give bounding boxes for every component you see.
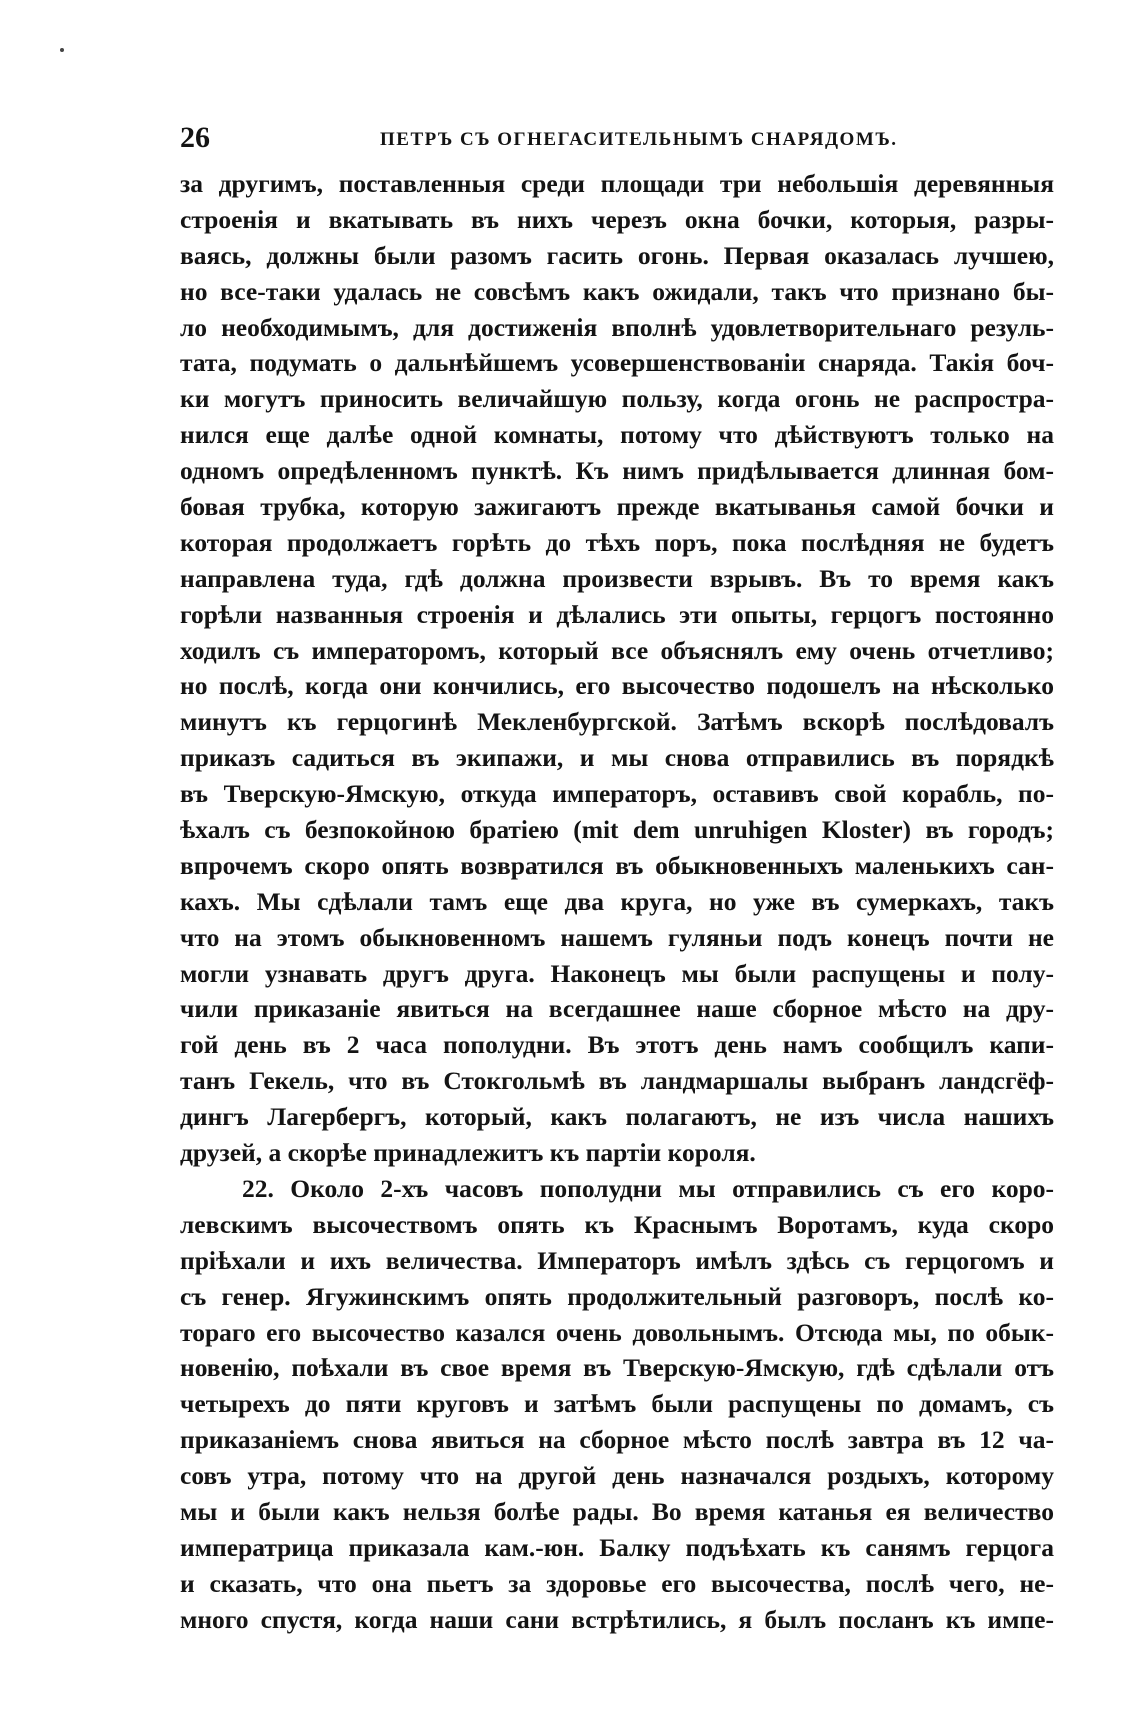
text-line: тата, подумать о дальнѣйшемъ усовершенствованіи снаряда. Такія боч- xyxy=(180,348,1054,378)
text-line: бовая трубка, которую зажигаютъ прежде вкатыванья самой бочки и xyxy=(180,492,1054,522)
text-line: за другимъ, поставленныя среди площади три небольшія деревянныя xyxy=(180,169,1054,198)
text-line: 22. Около 2-хъ часовъ пополудни мы отправились съ его коро- xyxy=(242,1173,1054,1203)
text-line: дингъ Лагербергъ, который, какъ полагаютъ, не изъ числа нашихъ xyxy=(180,1102,1054,1132)
text-line: строенія и вкатывать въ нихъ черезъ окна бочки, которыя, разры- xyxy=(180,204,1054,234)
text-line: тораго его высочество казался очень довольнымъ. Отсюда мы, по обык- xyxy=(180,1317,1054,1347)
text-line: много спустя, когда наши сани встрѣтились, я былъ посланъ къ импе- xyxy=(180,1604,1054,1634)
text-line: левскимъ высочествомъ опять къ Краснымъ Воротамъ, куда скоро xyxy=(180,1209,1054,1239)
text-line: приказъ садиться въ экипажи, и мы снова отправились въ порядкѣ xyxy=(180,743,1054,773)
text-line: императрица приказала кам.-юн. Балку подъѣхать къ санямъ герцога xyxy=(180,1532,1054,1562)
text-line: но послѣ, когда они кончились, его высочество подошелъ на нѣсколько xyxy=(180,671,1054,701)
running-title: ПЕТРЪ СЪ ОГНЕГАСИТЕЛЬНЫМЪ СНАРЯДОМЪ. xyxy=(380,129,898,150)
text-line: ѣхалъ съ безпокойною братіею (mit dem unruhigen Kloster) въ городъ; xyxy=(180,815,1054,845)
text-line: одномъ опредѣленномъ пунктѣ. Къ нимъ придѣлывается длинная бом- xyxy=(180,456,1054,486)
page-header xyxy=(180,118,1060,158)
text-line: которая продолжаетъ горѣть до тѣхъ поръ, пока послѣдняя не будетъ xyxy=(180,527,1054,557)
text-line: пріѣхали и ихъ величества. Императоръ имѣлъ здѣсь съ герцогомъ и xyxy=(180,1245,1054,1275)
text-line: гой день въ 2 часа пополудни. Въ этотъ день намъ сообщилъ капи- xyxy=(180,1030,1054,1060)
body-text xyxy=(180,166,1054,1638)
text-line: горѣли названныя строенія и дѣлались эти опыты, герцогъ постоянно xyxy=(180,599,1054,629)
text-line: друзей, а скорѣе принадлежитъ къ партіи короля. xyxy=(180,1138,756,1168)
text-line: новенію, поѣхали въ свое время въ Тверскую-Ямскую, гдѣ сдѣлали отъ xyxy=(180,1353,1054,1383)
text-line: танъ Гекель, что въ Стокгольмѣ въ ландмаршалы выбранъ ландсгёф- xyxy=(180,1066,1054,1096)
text-line: ки могутъ приносить величайшую пользу, когда огонь не распростра- xyxy=(180,384,1054,414)
text-line: минутъ къ герцогинѣ Мекленбургской. Затѣмъ вскорѣ послѣдовалъ xyxy=(180,707,1054,737)
text-line: совъ утра, потому что на другой день назначался роздыхъ, которому xyxy=(180,1461,1054,1491)
text-line: ло необходимымъ, для достиженія вполнѣ удовлетворительнаго резуль- xyxy=(180,312,1054,342)
page-number: 26 xyxy=(180,121,210,154)
text-line: чили приказаніе явиться на всегдашнее наше сборное мѣсто на дру- xyxy=(180,994,1054,1024)
text-line: приказаніемъ снова явиться на сборное мѣсто послѣ завтра въ 12 ча- xyxy=(180,1425,1054,1455)
scan-speck xyxy=(60,48,64,52)
text-line: направлена туда, гдѣ должна произвести взрывъ. Въ то время какъ xyxy=(180,563,1054,593)
text-line: съ генер. Ягужинскимъ опять продолжительный разговоръ, послѣ ко- xyxy=(180,1281,1054,1311)
text-line: и сказать, что она пьетъ за здоровье его высочества, послѣ чего, не- xyxy=(180,1568,1054,1598)
text-line: могли узнавать другъ друга. Наконецъ мы были распущены и полу- xyxy=(180,958,1054,988)
text-line: четырехъ до пяти круговъ и затѣмъ были распущены по домамъ, съ xyxy=(180,1389,1054,1419)
text-line: нился еще далѣе одной комнаты, потому что дѣйствуютъ только на xyxy=(180,420,1054,450)
text-line: мы и были какъ нельзя болѣе рады. Во время катанья ея величество xyxy=(180,1496,1054,1526)
text-line: ходилъ съ императоромъ, который все объяснялъ ему очень отчетливо; xyxy=(180,635,1054,665)
text-line: впрочемъ скоро опять возвратился въ обыкновенныхъ маленькихъ сан- xyxy=(180,850,1054,880)
text-line: ваясь, должны были разомъ гасить огонь. Первая оказалась лучшею, xyxy=(180,240,1054,270)
text-line: но все-таки удалась не совсѣмъ какъ ожидали, такъ что признано бы- xyxy=(180,276,1054,306)
text-line: кахъ. Мы сдѣлали тамъ еще два круга, но уже въ сумеркахъ, такъ xyxy=(180,886,1054,916)
text-line: въ Тверскую-Ямскую, откуда императоръ, оставивъ свой корабль, по- xyxy=(180,779,1054,809)
text-line: что на этомъ обыкновенномъ нашемъ гуляньи подъ конецъ почти не xyxy=(180,922,1054,952)
